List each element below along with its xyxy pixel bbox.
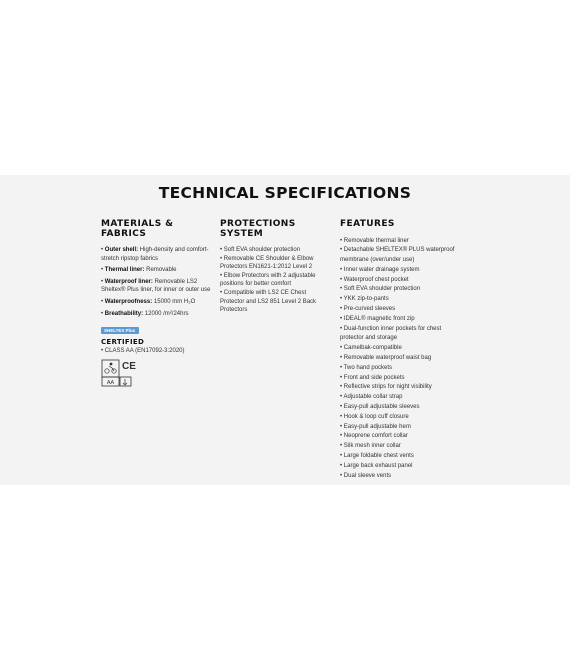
features-item: • YKK zip-to-pants [340, 296, 389, 303]
features-item: • Hook & loop cuff closure [340, 413, 409, 420]
materials-heading-line1: MATERIALS & [101, 219, 174, 229]
features-item: • Dual sleeve vents [340, 472, 392, 479]
protections-item-text: Soft EVA shoulder protection [223, 247, 301, 253]
features-item-text: Neoprene comfort collar [343, 433, 408, 440]
features-item-text: Dual-function inner pockets for chest protector and storage [340, 325, 442, 342]
features-item-text: Detachable SHELTEX® PLUS waterproof membrane (over/under use) [340, 247, 455, 264]
features-item: • Removable thermal liner [340, 237, 409, 244]
features-item: • Pre-curved sleeves [340, 306, 396, 313]
protections-item: • Soft EVA shoulder protection [220, 247, 301, 253]
features-item-text: Adjustable collar strap [343, 394, 403, 401]
features-item: • Silk mesh inner collar [340, 443, 401, 450]
features-item-text: Dual sleeve vents [343, 472, 392, 479]
features-item-text: Front and side pockets [343, 374, 405, 381]
features-item-text: Inner water drainage system [343, 266, 420, 273]
protections-item: • Elbow Protectors with 2 adjustable positions for better comfort [220, 272, 316, 288]
features-item-text: Pre-curved sleeves [343, 306, 396, 313]
materials-item-value: 15000 mm H₂O [152, 298, 196, 305]
materials-heading [101, 220, 216, 239]
materials-column [101, 220, 216, 339]
features-item-text: Removable waterproof waist bag [343, 355, 432, 362]
protections-item-text: Removable CE Shoulder & Elbow Protectors EN1621-1:2012 Level 2 [220, 255, 314, 271]
features-item: • Reflective strips for night visibility [340, 384, 432, 391]
protections-item-text: Compatible with LS2 CE Chest Protector and LS2 851 Level 2 Back Protectors [220, 289, 317, 314]
features-item-text: Large back exhaust panel [343, 462, 413, 469]
sheltex-badge-label: SHELTEX Plus [104, 328, 136, 334]
features-item-text: Reflective strips for night visibility [343, 384, 432, 391]
materials-item: • Thermal liner: Removable [101, 267, 177, 274]
features-item: • Soft EVA shoulder protection [340, 286, 421, 293]
materials-item-key: Outer shell: [104, 247, 139, 253]
features-item: • Easy-pull adjustable hem [340, 423, 411, 430]
certified-section [101, 338, 216, 391]
protections-item: • Compatible with LS2 CE Chest Protector and LS2 851 Level 2 Back Protectors [220, 289, 317, 314]
materials-item: • Outer shell: High-density and comfort-stretch ripstop fabrics [101, 247, 209, 262]
materials-item: • Waterproofness: 15000 mm H₂O [101, 298, 196, 305]
materials-item-key: Waterproofness: [104, 298, 153, 305]
materials-item-key: Breathability: [104, 310, 144, 317]
features-item-text: Silk mesh inner collar [343, 443, 401, 450]
materials-heading-line2: FABRICS [101, 228, 147, 239]
features-item-text: Waterproof chest pocket [343, 276, 409, 283]
protections-list [220, 246, 325, 315]
aa-class-label: AA [106, 380, 115, 386]
features-item: • Inner water drainage system [340, 266, 420, 273]
features-item: • Detachable SHELTEX® PLUS waterproof membrane (over/under use) [340, 247, 455, 264]
features-item: • Adjustable collar strap [340, 394, 403, 401]
protections-item: • Removable CE Shoulder & Elbow Protectors EN1621-1:2012 Level 2 [220, 255, 314, 271]
features-item: • Easy-pull adjustable sleeves [340, 404, 420, 411]
features-item-text: Two hand pockets [343, 364, 393, 371]
materials-item-value: 12000 /m²/24hrs [143, 310, 189, 317]
materials-list [101, 246, 216, 318]
features-item-text: Easy-pull adjustable hem [343, 423, 411, 430]
protections-heading [220, 220, 325, 239]
features-item: • IDEAL® magnetic front zip [340, 315, 415, 322]
materials-item-value: Removable LS2 Sheltex® Plus liner, for inner or outer use [101, 278, 211, 294]
features-item: • Large foldable chest vents [340, 453, 414, 460]
page-title: TECHNICAL SPECIFICATIONS [158, 184, 412, 202]
features-item-text: YKK zip-to-pants [343, 296, 389, 303]
materials-item-value: High-density and comfort-stretch ripstop fabrics [101, 247, 209, 262]
features-item-text: Hook & loop cuff closure [343, 413, 409, 420]
features-item: • Front and side pockets [340, 374, 405, 381]
spec-panel [0, 175, 570, 485]
certified-heading: CERTIFIED [101, 338, 145, 346]
materials-item-value: Removable [144, 267, 177, 274]
features-item: • Waterproof chest pocket [340, 276, 409, 283]
features-item-text: Large foldable chest vents [343, 453, 414, 460]
features-item-text: Removable thermal liner [343, 237, 409, 244]
materials-item-key: Thermal liner: [104, 267, 145, 274]
certified-class: • CLASS AA (EN17092-3:2020) [101, 348, 185, 354]
protections-item-text: Elbow Protectors with 2 adjustable positions for better comfort [220, 272, 316, 288]
features-item: • Camelbak-compatible [340, 345, 402, 352]
protections-heading-line2: SYSTEM [220, 228, 264, 239]
features-item: • Large back exhaust panel [340, 462, 413, 469]
features-item: • Neoprene comfort collar [340, 433, 408, 440]
protections-column [220, 220, 325, 315]
features-item-text: Camelbak-compatible [343, 345, 402, 352]
features-item: • Dual-function inner pockets for chest protector and storage [340, 325, 442, 342]
materials-item: • Waterproof liner: Removable LS2 Sheltex® Plus liner, for inner or outer use [101, 278, 211, 294]
certification-icons [101, 359, 216, 391]
features-list [340, 237, 460, 482]
features-item: • Two hand pockets [340, 364, 393, 371]
features-heading: FEATURES [340, 219, 395, 229]
features-item-text: Easy-pull adjustable sleeves [343, 404, 420, 411]
protections-heading-line1: PROTECTIONS [220, 219, 296, 229]
materials-item-key: Waterproof liner: [104, 278, 153, 285]
ce-mark-icon: CE [122, 361, 136, 372]
sheltex-badge [101, 327, 139, 334]
features-item-text: Soft EVA shoulder protection [343, 286, 421, 293]
features-column [340, 220, 460, 481]
features-item-text: IDEAL® magnetic front zip [343, 315, 415, 322]
certified-class-text: CLASS AA (EN17092-3:2020) [104, 348, 185, 354]
features-item: • Removable waterproof waist bag [340, 355, 432, 362]
materials-item: • Breathability: 12000 /m²/24hrs [101, 310, 189, 317]
